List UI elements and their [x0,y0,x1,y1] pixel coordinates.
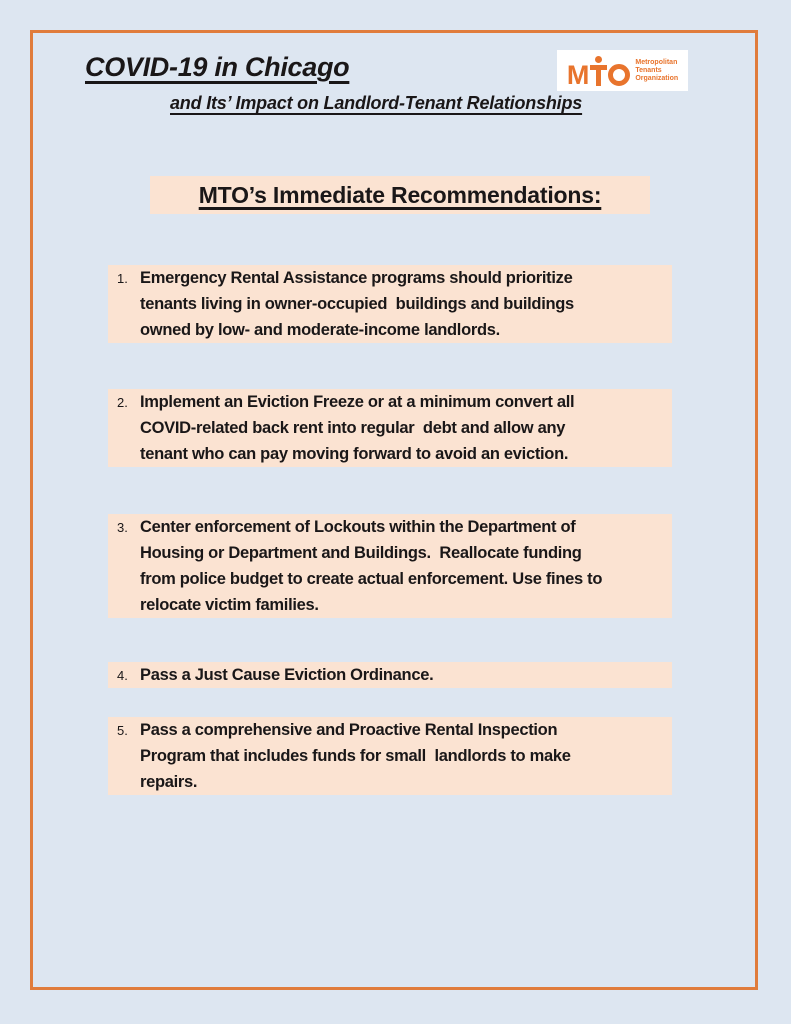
logo-letter-m: M [566,59,590,90]
mto-logo-mark [566,56,631,90]
list-item-text-line: Implement an Eviction Freeze or at a minimum convert all [140,393,575,411]
list-item-number: 1. [117,271,128,286]
list-item [108,717,672,795]
list-item-text-line: Center enforcement of Lockouts within the Department of [140,518,576,536]
logo-org-line: Organization [635,74,679,82]
recommendations-heading: MTO’s Immediate Recommendations: [198,181,602,208]
list-item-text-line: COVID-related back rent into regular debt and allow any [140,419,566,437]
list-item-text-line: Pass a comprehensive and Proactive Rental Inspection [140,721,558,739]
recommendations-heading-highlight [150,176,650,214]
list-item-number: 5. [117,723,128,738]
list-item [108,389,672,467]
ring-o-icon [608,64,630,86]
list-item-text-line: relocate victim families. [140,596,319,614]
list-item-text-line: tenants living in owner-occupied buildings and buildings [140,295,574,313]
list-item [108,662,672,688]
list-item-text-line: repairs. [140,773,198,791]
mto-logo [557,50,688,91]
list-item-text-line: Program that includes funds for small landlords to make [140,747,571,765]
person-body-icon [596,65,601,86]
document-title: COVID-19 in Chicago [85,52,350,82]
person-icon [590,56,607,86]
list-item-text-line: Housing or Department and Buildings. Reallocate funding [140,544,582,562]
list-item-text-line: owned by low- and moderate-income landlords. [140,321,500,339]
list-item [108,265,672,343]
logo-org-line: Metropolitan [635,58,678,66]
list-item-text-line: from police budget to create actual enforcement. Use fines to [140,570,603,588]
document-subtitle: and Its’ Impact on Landlord-Tenant Relationships [170,93,583,113]
list-item-text-line: Pass a Just Cause Eviction Ordinance. [140,666,434,684]
list-item-number: 3. [117,520,128,535]
logo-org-name [635,59,678,83]
logo-org-line: Tenants [635,66,662,74]
recommendations-list [108,265,672,795]
list-item-text-line: tenant who can pay moving forward to avoid an eviction. [140,445,569,463]
list-item-number: 4. [117,668,128,683]
list-item-number: 2. [117,395,128,410]
person-head-icon [595,56,602,63]
list-item [108,514,672,618]
list-item-text-line: Emergency Rental Assistance programs should prioritize [140,269,573,287]
